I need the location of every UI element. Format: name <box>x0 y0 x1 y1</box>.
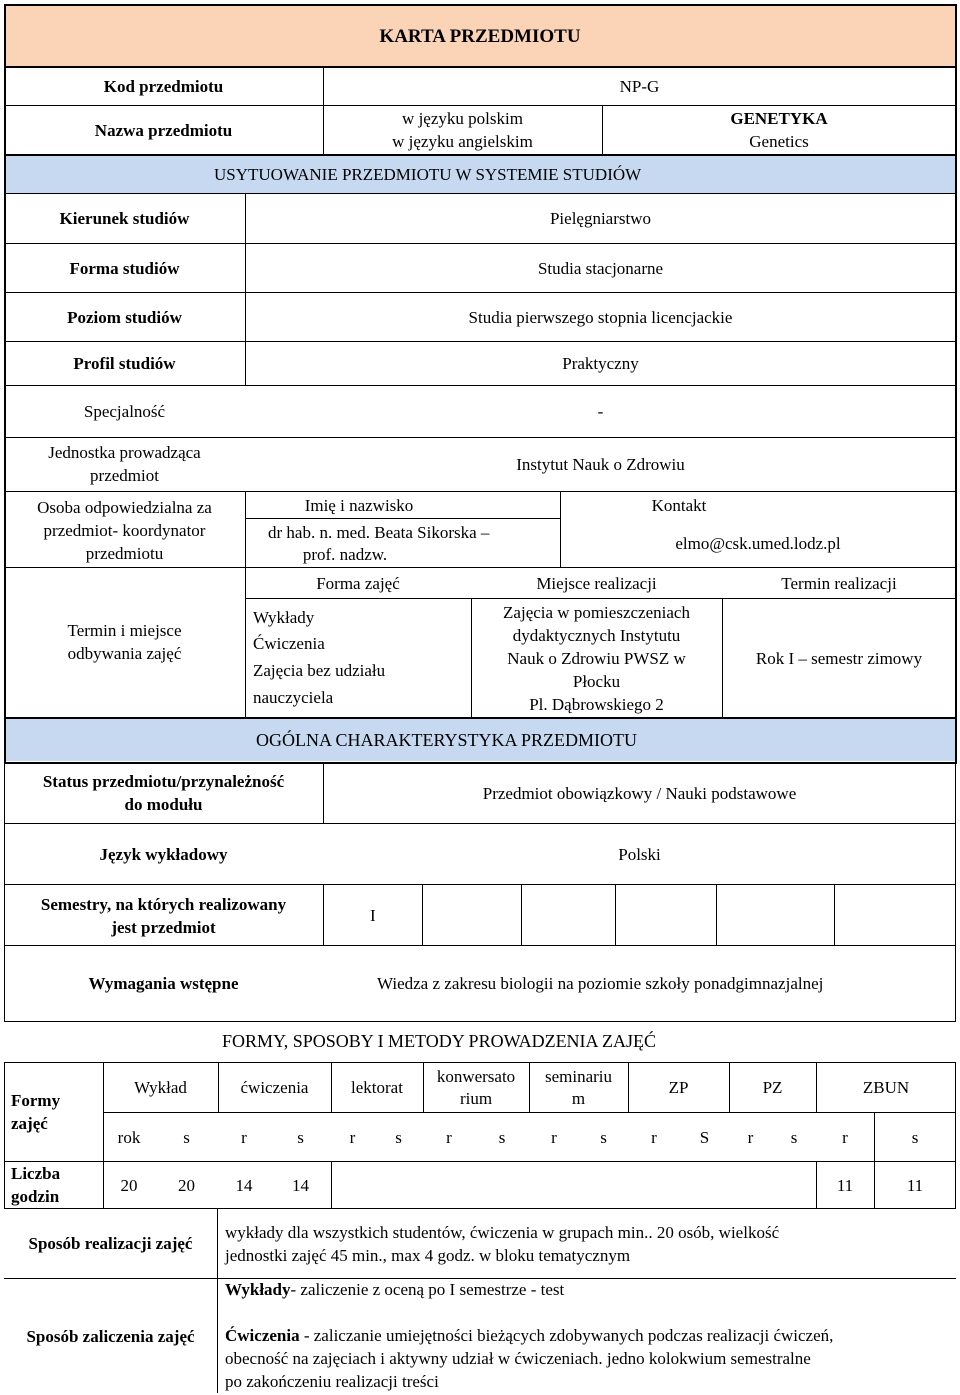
jezyk-value: Polski <box>618 844 661 864</box>
formy-subheader-cell: s <box>297 1127 304 1147</box>
formy-header-label: konwersato <box>436 1066 516 1086</box>
kierunek-label: Kierunek studiów <box>59 209 190 228</box>
formy-header-label: PZ <box>762 1077 783 1097</box>
kierunek-value: Pielęgniarstwo <box>549 209 652 228</box>
zaliczenie-wyklady-text: - zaliczenie z oceną po I semestrze - test <box>290 1280 565 1299</box>
zaliczenie-cwiczenia-line-3: po zakończeniu realizacji treści <box>225 1372 439 1391</box>
forma-label: Forma studiów <box>69 258 180 278</box>
nazwa-label: Nazwa przedmiotu <box>94 120 233 140</box>
formy-subheader-cell: r <box>349 1127 356 1147</box>
termin-forma-line-2: Ćwiczenia <box>253 634 325 653</box>
termin-value: Rok I – semestr zimowy <box>755 648 923 668</box>
termin-label-1: Termin i miejsce <box>67 621 182 640</box>
formy-subheader-cell: S <box>699 1127 710 1147</box>
status-label-1: Status przedmiotu/przynależność <box>42 772 285 791</box>
nazwa-en-label: w języku angielskim <box>392 132 533 151</box>
termin-miejsce-line-4: Płocku <box>572 672 621 691</box>
termin-forma-line-3: Zajęcia bez udziału <box>253 661 386 680</box>
semestry-label-1: Semestry, na których realizowany <box>40 895 287 914</box>
formy-hours-cell: 14 <box>235 1175 253 1195</box>
formy-header-label: rium <box>459 1088 493 1108</box>
osoba-label-1: Osoba odpowiedzialna za <box>37 498 212 517</box>
formy-header-label: lektorat <box>351 1077 403 1097</box>
formy-hours-cell: 11 <box>836 1175 854 1195</box>
formy-hours-cell: 11 <box>906 1175 924 1195</box>
formy-header-label: ćwiczenia <box>240 1077 309 1097</box>
jednostka-value: Instytut Nauk o Zdrowiu <box>516 455 685 474</box>
section-usytuowanie-text: USYTUOWANIE PRZEDMIOTU W SYSTEMIE STUDIÓW <box>214 165 642 184</box>
formy-subheader-cell: s <box>183 1127 190 1147</box>
wymagania-value: Wiedza z zakresu biologii na poziomie szkoły ponadgimnazjalnej <box>377 974 824 993</box>
formy-subheader-cell: s <box>911 1127 919 1147</box>
sposob-realizacji-label: Sposób realizacji zajęć <box>28 1234 193 1253</box>
termin-head-miejsce: Miejsce realizacji <box>536 573 657 593</box>
poziom-label: Poziom studiów <box>67 307 182 327</box>
specjalnosc-value: - <box>597 402 604 421</box>
forma-value: Studia stacjonarne <box>537 258 664 278</box>
status-value: Przedmiot obowiązkowy / Nauki podstawowe <box>482 784 797 803</box>
osoba-name-2: prof. nadzw. <box>302 545 388 564</box>
formy-header-label: ZBUN <box>862 1077 910 1097</box>
formy-subheader-cell: r <box>241 1127 247 1147</box>
zaliczenie-cwiczenia-line-2: obecność na zajęciach i aktywny udział w ćwiczeniach. jedno kolokwium semestralne <box>225 1349 811 1368</box>
termin-miejsce-line-2: dydaktycznych Instytutu <box>512 626 681 645</box>
formy-subheader-cell: r <box>651 1127 657 1147</box>
osoba-name-1: dr hab. n. med. Beata Sikorska – <box>268 523 490 542</box>
formy-hours-cell: 20 <box>120 1175 138 1195</box>
sposob-realizacji-line-2: jednostki zajęć 45 min., max 4 godz. w bloku tematycznym <box>225 1246 631 1265</box>
liczba-label-2: godzin <box>11 1187 60 1206</box>
formy-subheader-cell: rok <box>117 1127 141 1147</box>
page-title: KARTA PRZEDMIOTU <box>379 25 581 47</box>
formy-header-cell <box>529 1063 628 1112</box>
termin-label-2: odbywania zajęć <box>67 644 182 663</box>
formy-header-label: ZP <box>668 1077 689 1097</box>
formy-header-cell <box>816 1063 956 1112</box>
termin-miejsce-line-1: Zajęcia w pomieszczeniach <box>503 603 690 622</box>
specjalnosc-label: Specjalność <box>83 402 166 421</box>
formy-subheader-cell: r <box>446 1127 452 1147</box>
formy-label-2: zajęć <box>11 1114 48 1133</box>
jednostka-label-1: Jednostka prowadząca <box>48 443 201 462</box>
section-usytuowanie-title <box>4 156 956 193</box>
termin-head-forma: Forma zajęć <box>316 573 400 593</box>
termin-forma-line-4: nauczyciela <box>253 688 334 707</box>
osoba-contact-header: Kontakt <box>651 496 707 515</box>
formy-header-cell <box>628 1063 729 1112</box>
section-ogolna-title: OGÓLNA CHARAKTERYSTYKA PRZEDMIOTU <box>256 730 638 750</box>
formy-header-cell <box>423 1063 529 1112</box>
zaliczenie-wyklady <box>225 1278 564 1301</box>
formy-header-cell <box>331 1063 423 1112</box>
formy-subheader-cell: s <box>498 1127 506 1147</box>
formy-header-cell <box>103 1063 218 1112</box>
formy-subheader-cell: s <box>395 1127 402 1147</box>
termin-miejsce-line-5: Pl. Dąbrowskiego 2 <box>529 695 664 714</box>
formy-subheader-cell: r <box>551 1127 557 1147</box>
wymagania-label: Wymagania wstępne <box>88 974 239 993</box>
formy-header-label: m <box>571 1088 586 1108</box>
termin-miejsce-line-3: Nauk o Zdrowiu PWSZ w <box>507 649 686 668</box>
zaliczenie-wyklady-bold: Wykłady <box>225 1280 291 1299</box>
formy-header-label: seminariu <box>544 1066 613 1086</box>
sposob-realizacji-line-1: wykłady dla wszystkich studentów, ćwiczenia w grupach min.. 20 osób, wielkość <box>225 1223 780 1242</box>
nazwa-en-value: Genetics <box>749 132 809 151</box>
kod-label: Kod przedmiotu <box>103 77 224 96</box>
termin-forma-line-1: Wykłady <box>253 608 315 627</box>
status-label-2: do modułu <box>124 795 203 814</box>
poziom-value: Studia pierwszego stopnia licencjackie <box>468 307 733 327</box>
profil-label: Profil studiów <box>73 354 176 373</box>
formy-header-cell <box>729 1063 816 1112</box>
termin-head-termin: Termin realizacji <box>781 573 897 593</box>
sposob-zaliczenia-label: Sposób zaliczenia zajęć <box>26 1326 195 1346</box>
jezyk-label: Język wykładowy <box>99 844 228 864</box>
kod-value: NP-G <box>619 77 660 96</box>
zaliczenie-cwiczenia <box>225 1324 833 1347</box>
jednostka-label-2: przedmiot <box>90 466 159 485</box>
osoba-name-header: Imię i nazwisko <box>304 496 414 515</box>
osoba-label-2: przedmiot- koordynator <box>43 521 206 540</box>
formy-hours-cell: 20 <box>178 1175 195 1195</box>
semestr-cell: I <box>370 905 376 925</box>
formy-subheader-cell: r <box>747 1127 754 1147</box>
formy-hours-cell: 14 <box>292 1175 309 1195</box>
zaliczenie-cwiczenia-text: - zaliczanie umiejętności bieżących zdobywanych podczas realizacji ćwiczeń, <box>299 1326 834 1345</box>
osoba-contact-value: elmo@csk.umed.lodz.pl <box>675 534 841 553</box>
formy-header-cell <box>218 1063 331 1112</box>
formy-label-1: Formy <box>11 1091 61 1110</box>
formy-subheader-cell: s <box>790 1127 798 1147</box>
formy-header-label: Wykład <box>134 1077 187 1097</box>
osoba-label-3: przedmiotu <box>85 544 164 563</box>
nazwa-pl-value: GENETYKA <box>730 109 828 128</box>
nazwa-pl-label: w języku polskim <box>402 109 523 128</box>
formy-subheader-cell: s <box>600 1127 607 1147</box>
semestry-label-2: jest przedmiot <box>111 918 216 937</box>
liczba-label-1: Liczba <box>11 1164 61 1183</box>
profil-value: Praktyczny <box>562 354 639 373</box>
formy-subheader-cell: r <box>842 1127 848 1147</box>
section-formy-title: FORMY, SPOSOBY I METODY PROWADZENIA ZAJĘĆ <box>222 1031 657 1051</box>
zaliczenie-cwiczenia-bold: Ćwiczenia <box>225 1326 300 1345</box>
